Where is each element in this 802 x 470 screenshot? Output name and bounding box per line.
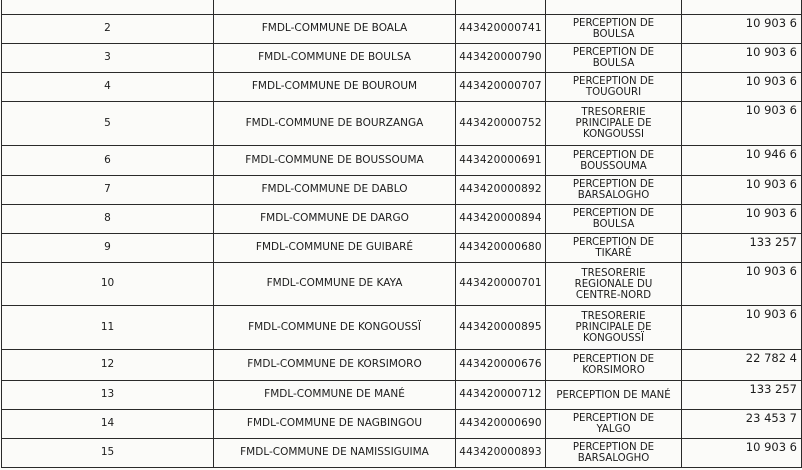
commune-name: FMDL-COMMUNE DE DABLO [214, 176, 456, 205]
commune-name: FMDL-COMMUNE DE KONGOUSSÏ [214, 306, 456, 350]
payee-office [546, 306, 682, 350]
payee-line: KORSIMORO [582, 365, 645, 376]
commune-name: FMDL-COMMUNE DE MANÉ [214, 381, 456, 410]
table-row [2, 263, 802, 306]
payee-line: PERCEPTION DE [572, 179, 655, 190]
payee-line: BARSALOGHO [577, 190, 650, 201]
table-row [2, 234, 802, 263]
amount: 133 257 [682, 234, 802, 263]
commune-name: FMDL-COMMUNE DE GUIBARÉ [214, 234, 456, 263]
commune-name: FMDL-COMMUNE DE BOULSA [214, 44, 456, 73]
amount: 10 903 6 [682, 176, 802, 205]
payee-line: PERCEPTION DE [572, 354, 655, 365]
payee-office [546, 205, 682, 234]
row-number: 7 [2, 176, 214, 205]
row-number: 2 [2, 15, 214, 44]
commune-name: FMDL-COMMUNE DE NAMISSIGUIMA [214, 439, 456, 468]
payee-office [546, 176, 682, 205]
commune-name: FMDL-COMMUNE DE DARGO [214, 205, 456, 234]
payee-line: YALGO [596, 424, 631, 435]
table-row [2, 15, 802, 44]
commune-name: FMDL-COMMUNE DE BOALA [214, 15, 456, 44]
payee-office [546, 439, 682, 468]
row-number: 6 [2, 146, 214, 176]
amount: 10 903 6 [682, 306, 802, 350]
account-number: 443420000892 [456, 176, 546, 205]
row-number: 4 [2, 73, 214, 102]
amount: 10 903 6 [682, 439, 802, 468]
payee-line: PERCEPTION DE MANÉ [556, 389, 671, 401]
payee-line: BOULSA [592, 219, 635, 230]
row-number: 14 [2, 410, 214, 439]
amount: 133 257 [682, 381, 802, 410]
account-number: 443420000680 [456, 234, 546, 263]
table-row [2, 0, 802, 15]
account-number: 443420000707 [456, 73, 546, 102]
account-number: 443420000741 [456, 15, 546, 44]
table-row [2, 73, 802, 102]
row-number: 10 [2, 263, 214, 306]
payee-office [546, 146, 682, 176]
row-number: 13 [2, 381, 214, 410]
account-number: 443420000752 [456, 102, 546, 146]
account-number: 443420000790 [456, 44, 546, 73]
payee-office [546, 410, 682, 439]
payee-line: BOUSSOUMA [580, 160, 647, 172]
payee-line: PERCEPTION DE [572, 76, 655, 87]
payee-line: REGIONALE DU [574, 278, 653, 290]
payee-line: PERCEPTION DE [572, 413, 655, 424]
table-row [2, 410, 802, 439]
payee-office [546, 15, 682, 44]
amount: 10 903 6 [682, 263, 802, 306]
account-number: 443420000893 [456, 439, 546, 468]
table-row [2, 176, 802, 205]
payee-office [546, 102, 682, 146]
table-row [2, 102, 802, 146]
commune-name: FMDL-COMMUNE DE BOUSSOUMA [214, 146, 456, 176]
payee-office [546, 350, 682, 381]
payee-line: TIKARÉ [595, 248, 632, 259]
payee-office [546, 234, 682, 263]
commune-name [214, 0, 456, 15]
amount: 10 903 6 [682, 73, 802, 102]
payee-line: PERCEPTION DE [572, 208, 655, 219]
table-row [2, 350, 802, 381]
payee-line: BOULSA [592, 29, 635, 40]
payee-office [546, 381, 682, 410]
amount: 10 903 6 [682, 44, 802, 73]
amount: 10 903 6 [682, 102, 802, 146]
commune-name: FMDL-COMMUNE DE NAGBINGOU [214, 410, 456, 439]
payee-line: TOUGOURI [585, 87, 642, 98]
payee-office [546, 73, 682, 102]
commune-name: FMDL-COMMUNE DE KAYA [214, 263, 456, 306]
commune-name: FMDL-COMMUNE DE KORSIMORO [214, 350, 456, 381]
account-number: 443420000691 [456, 146, 546, 176]
commune-name: FMDL-COMMUNE DE BOUROUM [214, 73, 456, 102]
account-number: 443420000676 [456, 350, 546, 381]
payee-line: BARSALOGHO [577, 453, 650, 464]
payee-line: KONGOUSSÏ [582, 333, 645, 344]
row-number: 11 [2, 306, 214, 350]
row-number: 15 [2, 439, 214, 468]
payee-line: TRESORERIE [581, 311, 646, 322]
row-number: 5 [2, 102, 214, 146]
row-number [2, 0, 214, 15]
account-number: 443420000894 [456, 205, 546, 234]
account-number: 443420000690 [456, 410, 546, 439]
payee-line: PERCEPTION DE [572, 237, 655, 248]
account-number: 443420000701 [456, 263, 546, 306]
row-number: 12 [2, 350, 214, 381]
table-row [2, 205, 802, 234]
table-row [2, 439, 802, 468]
payee-office [546, 0, 682, 15]
payee-line: PERCEPTION DE [572, 47, 655, 58]
amount: 10 903 6 [682, 205, 802, 234]
table-row [2, 44, 802, 73]
commune-name: FMDL-COMMUNE DE BOURZANGA [214, 102, 456, 146]
payee-line: PERCEPTION DE [572, 149, 655, 161]
row-number: 9 [2, 234, 214, 263]
amount: 22 782 4 [682, 350, 802, 381]
payee-line: TRESORERIE [581, 267, 646, 279]
payee-office [546, 263, 682, 306]
table-row [2, 146, 802, 176]
payee-line: CENTRE-NORD [575, 289, 652, 301]
account-number: 443420000712 [456, 381, 546, 410]
table-row [2, 381, 802, 410]
amount: 23 453 7 [682, 410, 802, 439]
payee-line: BOULSA [592, 58, 635, 69]
payee-line: PERCEPTION DE [572, 442, 655, 453]
amount: 10 946 6 [682, 146, 802, 176]
payee-line: PRINCIPALE DE [575, 118, 652, 129]
payee-line: PERCEPTION DE [572, 18, 655, 29]
payee-line: TRESORERIE [581, 107, 646, 118]
amount: 10 903 6 [682, 15, 802, 44]
account-number [456, 0, 546, 15]
account-number: 443420000895 [456, 306, 546, 350]
row-number: 8 [2, 205, 214, 234]
transfer-table [1, 0, 802, 468]
payee-line: KONGOUSSI [582, 129, 645, 140]
amount [682, 0, 802, 15]
payee-line: PRINCIPALE DE [575, 322, 652, 333]
table-row [2, 306, 802, 350]
payee-office [546, 44, 682, 73]
row-number: 3 [2, 44, 214, 73]
